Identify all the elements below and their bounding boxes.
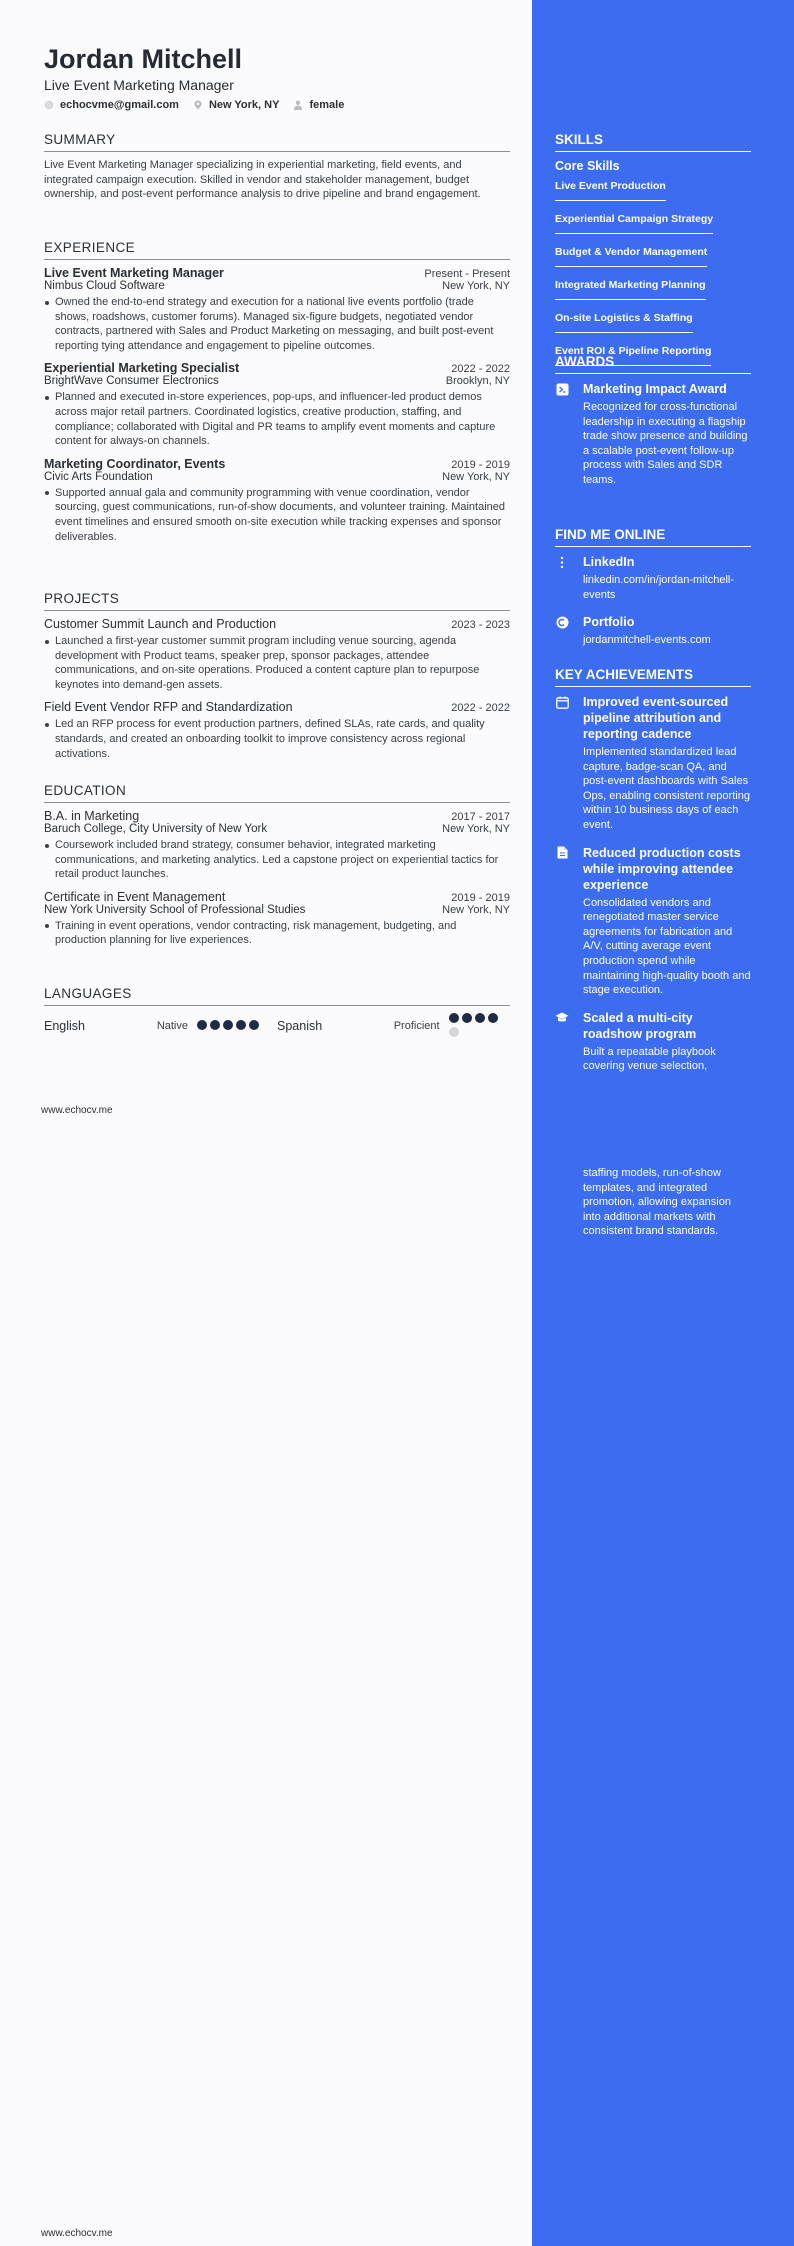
experience-section [44, 240, 510, 552]
job-company: Nimbus Cloud Software [44, 280, 165, 292]
job-location: Brooklyn, NY [445, 375, 510, 388]
experience-item [44, 361, 510, 448]
candidate-title: Live Event Marketing Manager [44, 77, 234, 93]
language-rating [446, 1012, 510, 1040]
degree-dates: 2017 - 2017 [451, 811, 510, 823]
document-icon [555, 846, 569, 860]
calendar-icon [555, 695, 569, 709]
online-link[interactable]: linkedin.com/in/jordan-mitchell-events [583, 574, 735, 601]
job-company: BrightWave Consumer Electronics [44, 375, 219, 388]
project-title: Field Event Vendor RFP and Standardization [44, 700, 293, 715]
job-title: Experiential Marketing Specialist [44, 361, 240, 376]
experience-item [44, 266, 510, 353]
education-heading: EDUCATION [44, 783, 510, 803]
achievement-description-part2: staffing models, run-of-show templates, and integrated promotion, allowing expansion into additional markets with consistent brand standards. [583, 1167, 731, 1238]
skill-item: Experiential Campaign Strategy [555, 213, 713, 234]
school-location: New York, NY [442, 903, 510, 916]
rating-dot-filled [475, 1013, 485, 1023]
achievement-title: Reduced production costs while improving attendee experience [583, 845, 741, 892]
rating-dot-filled [462, 1013, 472, 1023]
location-pin-icon [193, 100, 203, 110]
language-level: Native [156, 1020, 188, 1032]
award-description: Recognized for cross-functional leadership in executing a flagship trade show presence and building a scalable post-event follow-up process with Sales and SDR teams. [583, 401, 748, 486]
rating-dot-filled [236, 1020, 246, 1030]
rating-dot-filled [249, 1020, 259, 1030]
achievement-item [555, 845, 751, 998]
rating-dot-filled [210, 1020, 220, 1030]
job-bullet: Owned the end-to-end strategy and execution for a national live events portfolio (trade shows, roadshows, customer forums). Managed six-figure budgets, negotiated vendor contracts, partnered with Sales and Product Marketing on messaging, and built post-event reporting tying attendance and engagement to pipeline outcomes. [44, 295, 510, 353]
experience-heading: EXPERIENCE [44, 240, 510, 260]
portfolio-icon [555, 615, 569, 629]
projects-section [44, 591, 510, 769]
online-heading: FIND ME ONLINE [555, 527, 751, 547]
person-icon [293, 100, 303, 110]
achievement-description: Consolidated vendors and renegotiated master service agreements for fabrication and A/V, cutting average event production spend while maintaining high-quality booth and stage execution. [583, 896, 751, 997]
job-bullet: Planned and executed in-store experiences, pop-ups, and influencer-led product demos across major retail partners. Coordinated logistics, creative production, staffing, and compliance; collaborated with Digital and PR teams to amplify event moments and capture content for always-on channels. [44, 390, 510, 448]
education-bullet: Training in event operations, vendor contracting, risk management, budgeting, and production planning for live experiences. [44, 919, 510, 948]
candidate-name: Jordan Mitchell [44, 44, 243, 74]
online-title: LinkedIn [583, 555, 635, 569]
email-icon [44, 100, 54, 110]
achievement-title: Scaled a multi-city roadshow program [583, 1010, 697, 1041]
skills-section [555, 132, 751, 374]
achievement-item [555, 694, 751, 833]
awards-section [555, 354, 751, 500]
job-dates: 2019 - 2019 [451, 458, 510, 471]
job-company: Civic Arts Foundation [44, 470, 153, 483]
language-name: Spanish [277, 1019, 323, 1033]
email-text: echocvme@gmail.com [60, 99, 179, 111]
online-section [555, 527, 751, 660]
skill-list [555, 176, 751, 374]
project-item [44, 700, 510, 761]
language-rating [194, 1019, 259, 1033]
contact-row [44, 99, 358, 111]
school-name: Baruch College, City University of New York [44, 823, 268, 835]
degree-dates: 2019 - 2019 [451, 891, 510, 904]
degree-title: Certificate in Event Management [44, 889, 226, 904]
skill-item: Live Event Production [555, 180, 666, 201]
achievement-description-part1: Built a repeatable playbook covering venue selection, [583, 1045, 716, 1073]
job-title: Live Event Marketing Manager [44, 266, 224, 280]
skill-item: Event ROI & Pipeline Reporting [555, 345, 711, 366]
rating-dot-filled [449, 1013, 459, 1023]
achievements-section [555, 667, 751, 1086]
summary-section [44, 132, 510, 202]
job-title: Marketing Coordinator, Events [44, 456, 226, 471]
graduation-cap-icon [555, 1011, 569, 1025]
gender-text: female [309, 99, 345, 111]
achievement-description: Implemented standardized lead capture, badge-scan QA, and post-event dashboards with Sales Ops, enabling consistent reporting within 10 business days of each event. [583, 746, 750, 831]
language-item [277, 1012, 510, 1040]
skill-item: Budget & Vendor Management [555, 246, 707, 267]
summary-heading: SUMMARY [44, 132, 510, 152]
project-item [44, 617, 510, 692]
online-title: Portfolio [583, 615, 635, 630]
language-item [44, 1019, 277, 1033]
online-item[interactable] [555, 614, 751, 648]
languages-row [44, 1012, 510, 1040]
experience-item [44, 457, 510, 544]
project-bullet: Launched a first-year customer summit program including venue sourcing, agenda development with Product teams, speaker prep, sponsor packages, attendee communications, and on-site operations. Produced a content capture plan to repurpose keynotes into demand-gen assets. [44, 634, 510, 692]
linkedin-icon [555, 555, 569, 569]
award-icon [555, 382, 569, 396]
achievement-item [555, 1010, 751, 1074]
education-item [44, 890, 510, 948]
award-item [555, 381, 751, 488]
online-link[interactable]: jordanmitchell-events.com [583, 634, 711, 647]
languages-heading: LANGUAGES [44, 986, 510, 1006]
job-location: New York, NY [442, 280, 510, 292]
school-name: New York University School of Professional Studies [44, 903, 306, 916]
job-bullet: Supported annual gala and community programming with venue coordination, vendor sourcing, guest communications, run-of-show documents, and volunteer training. Maintained event timelines and ensured smooth on-site execution while tracking expenses and sponsor deliverables. [44, 486, 510, 544]
award-title: Marketing Impact Award [583, 382, 727, 396]
location-text: New York, NY [208, 99, 280, 111]
degree-title: B.A. in Marketing [44, 809, 140, 823]
language-level: Proficient [393, 1020, 440, 1032]
project-dates: 2023 - 2023 [451, 619, 510, 631]
job-dates: Present - Present [424, 268, 510, 280]
online-item[interactable] [555, 554, 751, 602]
job-dates: 2022 - 2022 [451, 363, 510, 376]
education-item [44, 809, 510, 882]
job-location: New York, NY [442, 470, 510, 483]
achievement-title: Improved event-sourced pipeline attribution and reporting cadence [583, 695, 729, 741]
project-dates: 2022 - 2022 [451, 702, 510, 715]
skill-item: On-site Logistics & Staffing [555, 312, 693, 333]
rating-dot-filled [223, 1020, 233, 1030]
language-name: English [44, 1019, 85, 1033]
sidebar [532, 0, 794, 2246]
skills-group-title: Core Skills [555, 159, 620, 173]
project-bullet: Led an RFP process for event production partners, defined SLAs, rate cards, and quality standards, and created an onboarding toolkit to improve consistency across regional activations. [44, 717, 510, 761]
contact-location [193, 99, 280, 111]
skills-heading: SKILLS [555, 132, 751, 152]
footer-url[interactable]: www.echocv.me [41, 2228, 113, 2239]
awards-heading: AWARDS [555, 354, 751, 374]
skill-item: Integrated Marketing Planning [555, 279, 706, 300]
rating-dot-filled [488, 1013, 498, 1023]
contact-email[interactable] [44, 99, 179, 111]
education-bullet: Coursework included brand strategy, consumer behavior, integrated marketing communications, and marketing analytics. Led a capstone project on experiential tactics for retail product launches. [44, 838, 510, 882]
rating-dot-filled [197, 1020, 207, 1030]
rating-dot-empty [449, 1027, 459, 1037]
education-section [44, 783, 510, 956]
summary-text: Live Event Marketing Manager specializing in experiential marketing, field events, and integrated campaign execution. Skilled in vendor and stakeholder management, budget ownership, and post-event performance analysis to drive pipeline and brand engagement. [44, 159, 481, 201]
projects-heading: PROJECTS [44, 591, 510, 611]
school-location: New York, NY [442, 823, 510, 835]
footer-url[interactable]: www.echocv.me [41, 1105, 113, 1116]
languages-section [44, 986, 510, 1040]
project-title: Customer Summit Launch and Production [44, 617, 277, 631]
contact-gender [293, 99, 344, 111]
achievements-heading: KEY ACHIEVEMENTS [555, 667, 751, 687]
